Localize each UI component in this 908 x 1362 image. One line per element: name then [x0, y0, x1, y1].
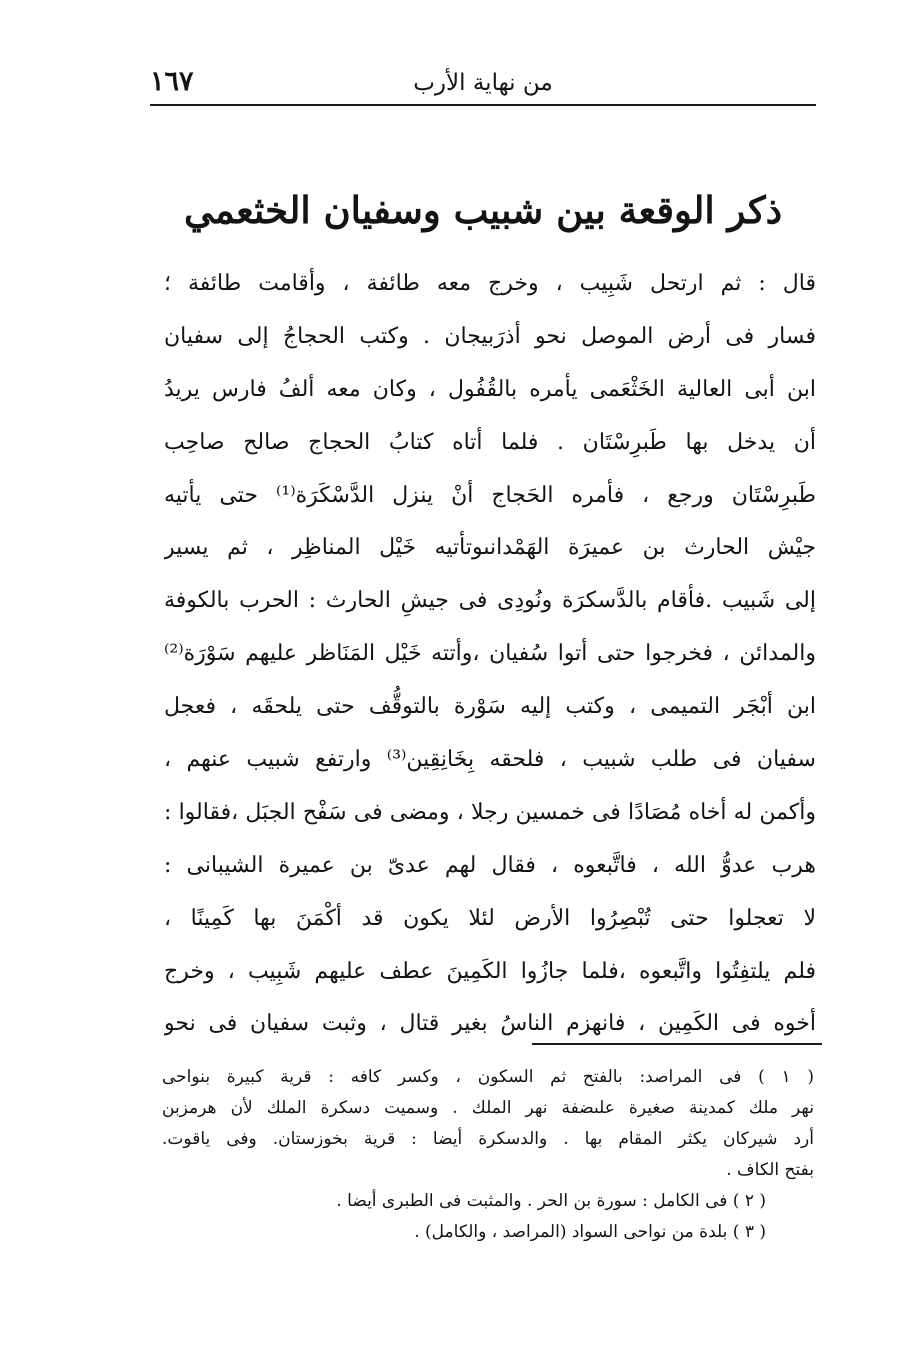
body-line: لا تعجلوا حتى تُبْصِرُوا الأرض لئلا يكون قد أكْمَنَ بها كَمِينًا ، [164, 905, 816, 931]
body-line: هرب عدوُّ الله ، فاتَّبعوه ، فقال لهم عدىّ بن عميرة الشيبانى : [164, 852, 816, 878]
footnote-line: نهر ملك كمدينة صغيرة علىضفة نهر الملك . وسميت دسكرة الملك لأن هرمزبن [162, 1098, 814, 1118]
footnote-line: بفتح الكاف . [726, 1160, 814, 1180]
footnote-rule [532, 1043, 822, 1045]
running-title: من نهاية الأرب [413, 70, 553, 96]
body-line: ابن أبى العالية الخَثْعَمى يأمره بالقُفُول ، وكان معه ألفُ فارس يريدُ [164, 376, 816, 402]
body-line: والمدائن ، فخرجوا حتى أتوا سُفيان ،وأتته خَيْل المَنَاظر عليهم سَوْرَة⁽²⁾ [164, 641, 816, 667]
body-line: قال : ثم ارتحل شَبِيب ، وخرج معه طائفة ، وأقامت طائفة ؛ [164, 271, 816, 296]
body-line: أخوه فى الكَمِين ، فانهزم الناسُ بغير قتال ، وثبت سفيان فى نحو [164, 1011, 816, 1037]
footnote-line: ( ١ ) فى المراصد: بالفتح ثم السكون ، وكسر كافه : قرية كبيرة بنواحى [162, 1067, 814, 1087]
footnote-line: ( ٣ ) بلدة من نواحى السواد (المراصد ، والكامل) . [414, 1222, 766, 1242]
body-line: ابن أبْجَر التميمى ، وكتب إليه سَوْرة بالتوقُّف حتى يلحقَه ، فعجل [164, 694, 816, 720]
body-line: جيْش الحارث بن عميرَة الهَمْدانىوتأتيه خَيْل المناظِر ، ثم يسير [164, 535, 816, 561]
body-line: فلم يلتفِتُوا واتَّبعوه ،فلما جازُوا الكَمِينَ عطف عليهم شَبِيب ، وخرج [164, 958, 816, 984]
body-line: وأكمن له أخاه مُصَادًا فى خمسين رجلا ، ومضى فى سَفْح الجبَل ،فقالوا : [164, 799, 816, 825]
body-line: فسار فى أرض الموصل نحو أذرَبيجان . وكتب الحجاجُ إلى سفيان [164, 323, 816, 349]
footnote-line: أرد شيركان يكثر المقام بها . والدسكرة أيضا : قرية بخوزستان. وفى ياقوت. [162, 1129, 814, 1149]
footnote-line: ( ٢ ) فى الكامل : سورة بن الحر . والمثبت فى الطبرى أيضا . [336, 1191, 766, 1211]
body-line: إلى شَبيب .فأقام بالدَّسكرَة ونُودِى فى جيشِ الحارث : الحرب بالكوفة [164, 588, 816, 614]
body-line: طَبرِسْتَان ورجع ، فأمره الحَجاج أنْ ينزل الدَّسْكَرَة⁽¹⁾ حتى يأتيه [164, 482, 816, 508]
body-line: أن يدخل بها طَبرِسْتَان . فلما أتاه كتابُ الحجاج صالح صاحِب [164, 429, 816, 455]
body-text [164, 258, 816, 1051]
header-rule [150, 104, 816, 106]
body-line: سفيان فى طلب شبيب ، فلحقه بِخَانِقِين⁽³⁾ وارتفع شبيب عنهم ، [164, 747, 816, 773]
running-head [150, 62, 816, 102]
chapter-title: ذكر الوقعة بين شبيب وسفيان الخثعمي [183, 188, 783, 232]
footnotes [162, 1062, 814, 1248]
page-number: ١٦٧ [150, 66, 194, 97]
